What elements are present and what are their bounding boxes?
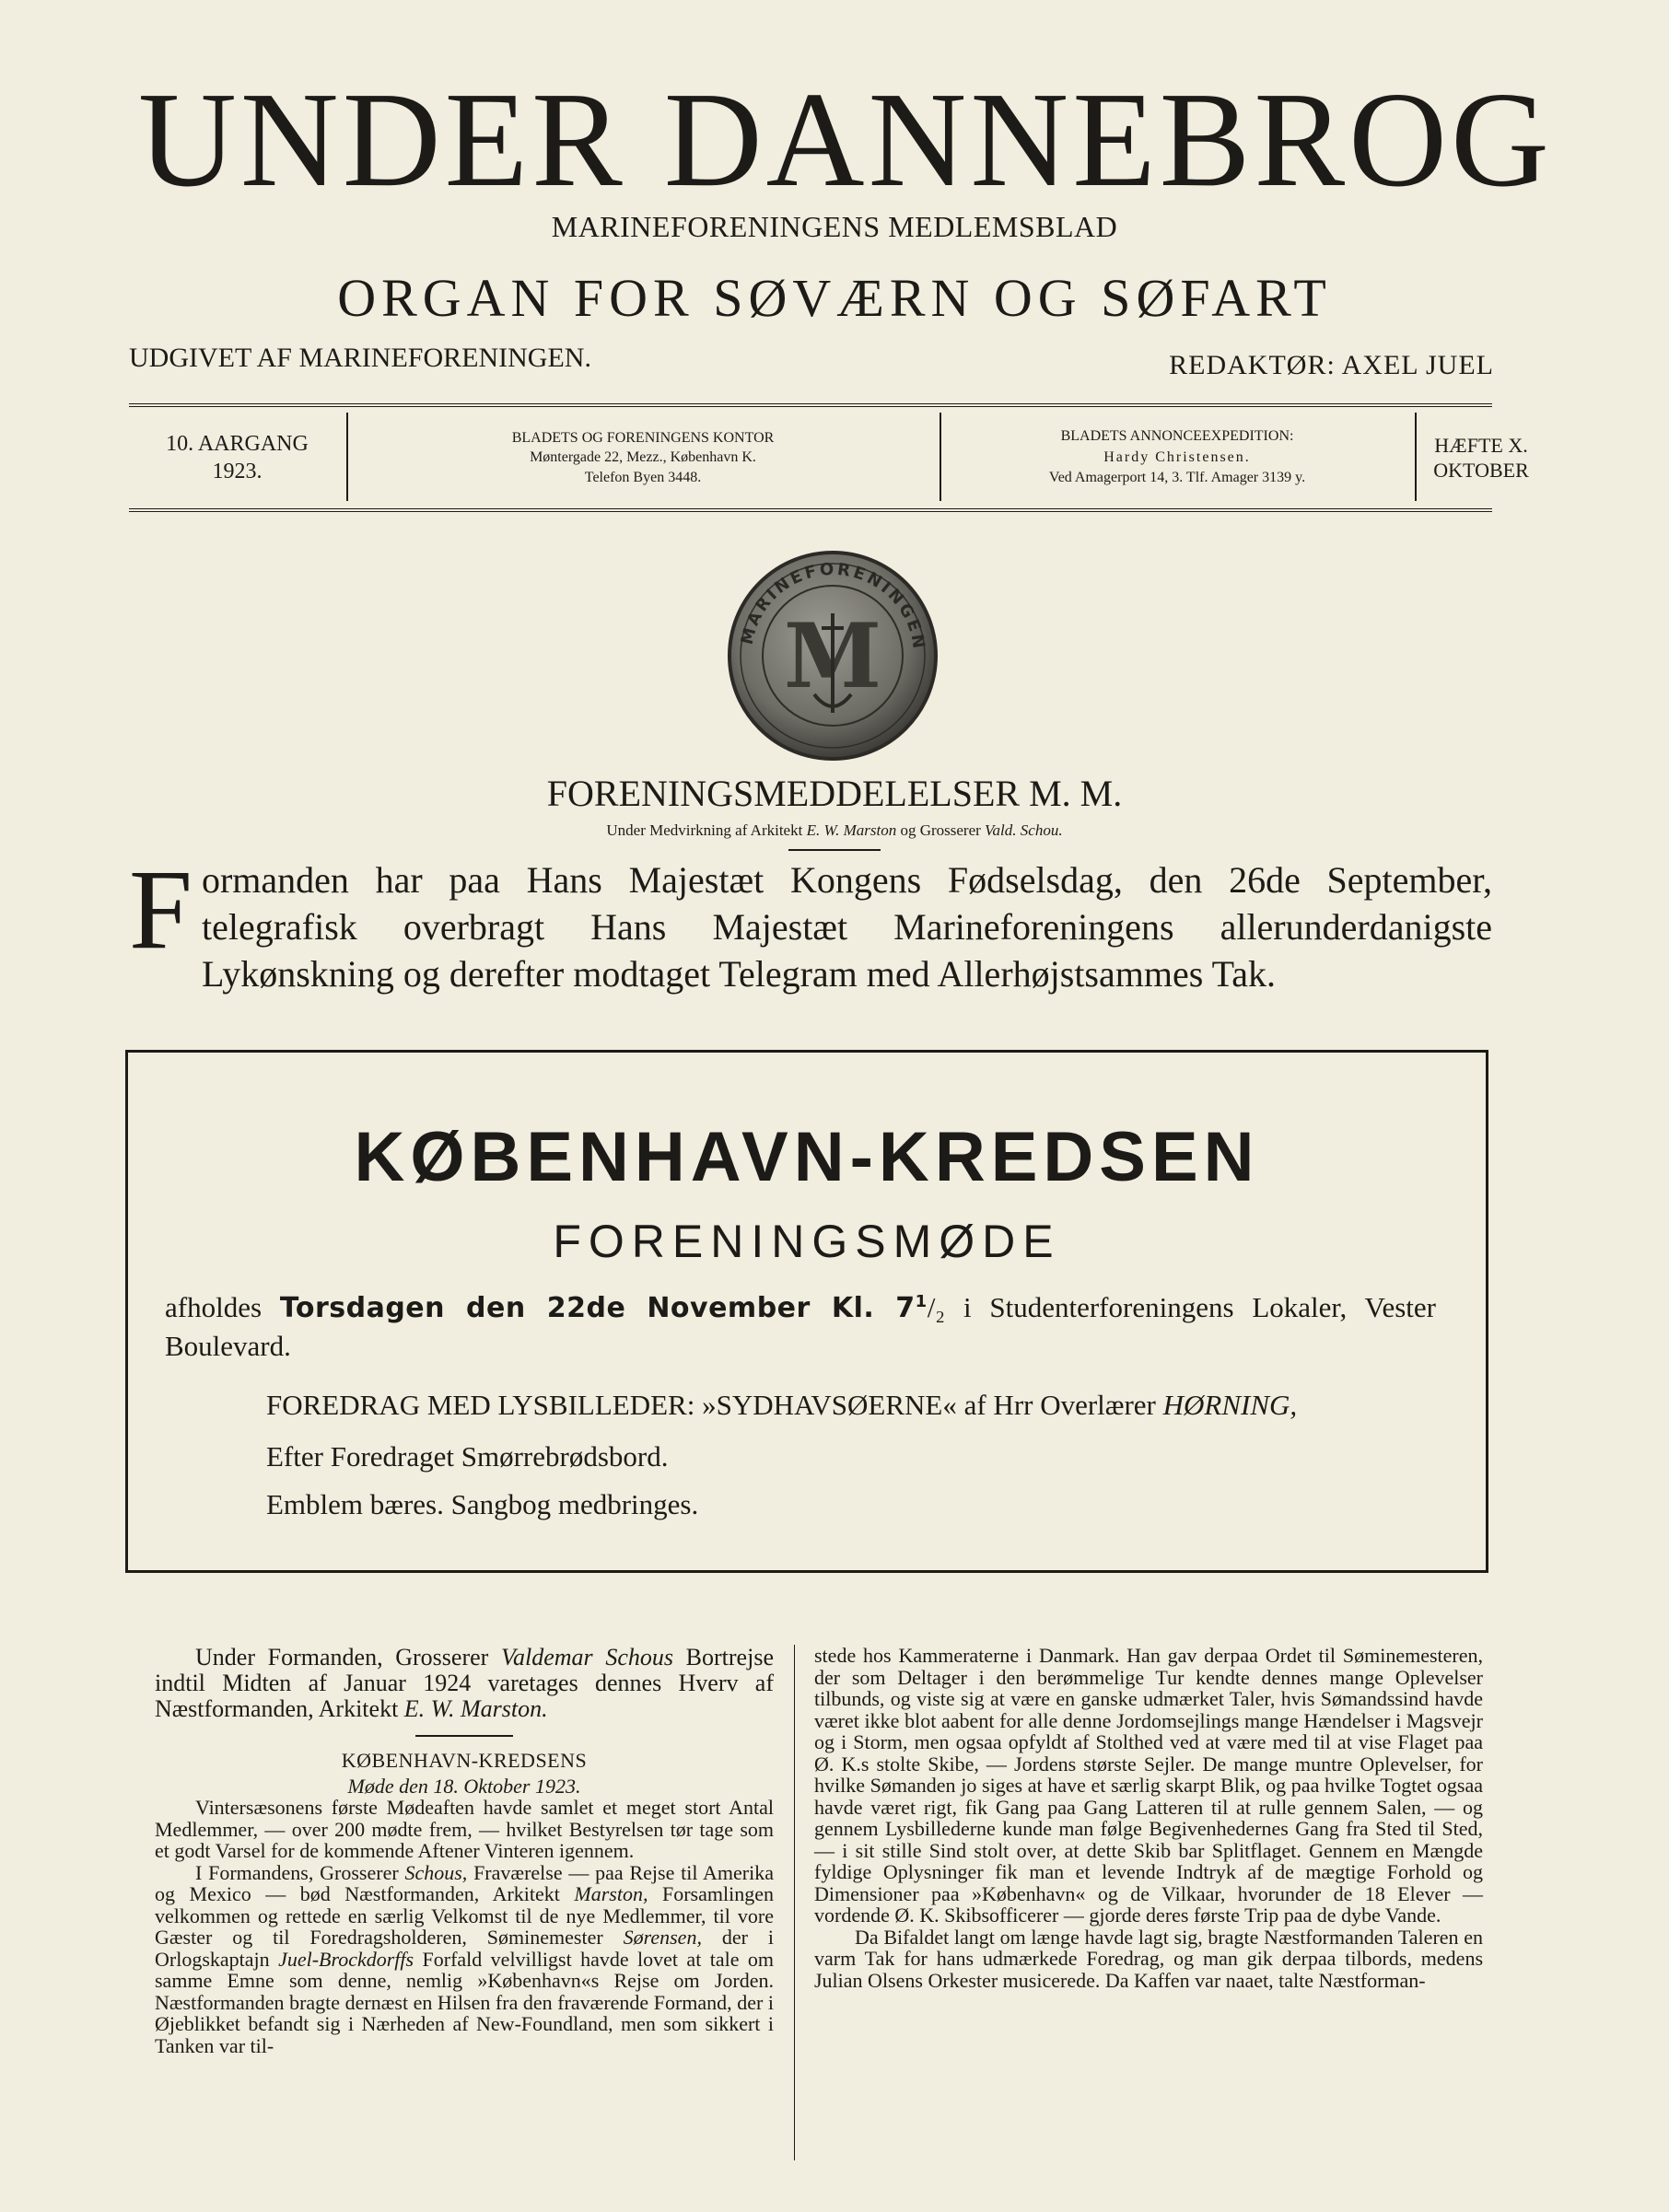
lead-paragraph — [129, 846, 1492, 997]
office-phone: Telefon Byen 3448. — [584, 469, 702, 485]
publisher-line: UDGIVET AF MARINEFORENINGEN. — [129, 343, 591, 373]
ads-address: Ved Amagerport 14, 3. Tlf. Amager 3139 y. — [1048, 470, 1306, 486]
notice-line-1 — [165, 1283, 1436, 1365]
article-paragraph: Da Bifaldet langt om længe havde lagt sig, bragte Næstformanden Taleren en varm Tak for hans udmærkede Foredrag, og man gik derpaa tilbords, medens Julian Olsens Orkester musicerede. Da Kaffen var naaet, talte Næstforman- — [814, 1925, 1483, 1992]
lead-text: ormanden har paa Hans Majestæt Kongens Fødselsdag, den 26de September, telegrafisk overbragt Hans Majestæt Marineforeningens allerunderdanigste Lykønskning og derefter modtaget Telegram med Allerhøjstsammes Tak. — [201, 859, 1492, 995]
notice-title: KØBENHAVN-KREDSEN — [354, 1118, 1260, 1196]
year-text: 1923. — [212, 460, 263, 483]
article-heading: KØBENHAVN-KREDSENS — [341, 1749, 588, 1772]
notice-lecturer: HØRNING, — [1162, 1389, 1298, 1421]
svg-text:M: M — [783, 604, 882, 708]
notice-line-2 — [266, 1386, 1537, 1424]
issue-cell — [1417, 407, 1546, 508]
month-text: OKTOBER — [1433, 459, 1529, 482]
ads-cell — [941, 407, 1413, 508]
subtitle-mid: og Grosserer — [896, 821, 986, 839]
editor-line: REDAKTØR: AXEL JUEL — [1169, 350, 1494, 380]
notice-subtitle: FORENINGSMØDE — [553, 1216, 1061, 1267]
divider — [415, 1735, 513, 1737]
ads-name: Hardy Christensen. — [1103, 448, 1251, 465]
text-run: Fraværelse — paa Rejse til Amerika og Mexico — bød Næstformanden, Arkitekt — [155, 1860, 774, 1905]
subtitle-name2: Vald. Schou. — [985, 821, 1063, 839]
notice-line1-post: i Studenterforeningens Lokaler, Vester Boulevard. — [165, 1291, 1436, 1362]
notice-line1-pre: afholdes — [165, 1291, 280, 1323]
notice-line-3: Efter Foredraget Smørrebrødsbord. — [266, 1440, 669, 1473]
text-run: Schous, — [404, 1860, 468, 1884]
article-paragraph — [155, 1862, 774, 2057]
volume-cell — [129, 407, 345, 508]
masthead-subtitle: MARINEFORENINGENS MEDLEMSBLAD — [551, 210, 1118, 243]
text-run: Valdemar Schous — [501, 1644, 673, 1671]
masthead-title: UNDER DANNEBROG — [138, 64, 1553, 215]
office-title: BLADETS OG FORENINGENS KONTOR — [511, 429, 775, 446]
ads-title: BLADETS ANNONCEEXPEDITION: — [1060, 428, 1294, 445]
left-column — [155, 1645, 774, 2056]
seal-text: MARINEFORENINGEN — [737, 559, 929, 653]
office-cell — [348, 407, 938, 508]
text-run: Juel-Brockdorffs — [278, 1947, 414, 1971]
masthead-organ: ORGAN FOR SØVÆRN OG SØFART — [337, 268, 1332, 328]
announcement-paragraph — [155, 1645, 774, 1722]
text-run: Forsamlingen velkommen og rettede en særlig Velkomst til de nye Medlemmer, til vore Gæster og til Foredragsholderen, Søminemester — [155, 1882, 774, 1949]
marineforeningen-seal-icon — [726, 549, 940, 763]
notice-line-4: Emblem bæres. Sangbog medbringes. — [266, 1488, 699, 1520]
article-paragraph: Vintersæsonens første Mødeaften havde samlet et meget stort Antal Medlemmer, — over 200 mødte frem, — hvilket Bestyrelsen tør tage som et godt Varsel for de kommende Aftener Vinteren igennem. — [155, 1796, 774, 1862]
subtitle-pre: Under Medvirkning af Arkitekt — [606, 821, 807, 839]
divider — [788, 849, 881, 851]
notice-time-sup: 1 — [915, 1292, 928, 1311]
notice-time-frac: /₂ — [927, 1291, 946, 1323]
text-run: Forfald velvilligst havde lovet at tale om samme Emne som denne, nemlig »København«s Rejse om Jorden. Næstformanden bragte dernæst en Hilsen fra den fraværende Formand, der i Øjeblikket befandt sig i Nærheden af New-Foundland, men som sikkert i Tanken var til- — [155, 1947, 774, 2057]
text-run: E. W. Marston. — [403, 1695, 548, 1722]
text-run: Sørensen, — [623, 1926, 702, 1949]
text-run: der i Orlogskaptajn — [155, 1926, 775, 1971]
notice-lecture: FOREDRAG MED LYSBILLEDER: »SYDHAVSØERNE« af Hrr Overlærer — [266, 1389, 1163, 1421]
text-run: I Formandens, Grosserer — [195, 1860, 405, 1884]
text-run: Bortrejse indtil Midten af Januar 1924 varetages dennes Hverv af Næstformanden, Arkitekt — [155, 1644, 774, 1722]
volume-text: 10. AARGANG — [166, 432, 309, 456]
drop-cap: F — [129, 846, 193, 972]
issue-text: HÆFTE X. — [1434, 433, 1528, 457]
article-subheading: Møde den 18. Oktober 1923. — [347, 1774, 581, 1798]
article-paragraph: stede hos Kammeraterne i Danmark. Han gav derpaa Ordet til Søminemesteren, der som Deltager i den berømmelige Tur kendte dennes mange Oplevelser tilbunds, og viste sig at være en ganske udmærket Taler, hvis Sømandssind havde været ikke blot aabent for alle denne Jordomsejlings mange Hændelser i Magsvejr og i Storm, men ogsaa opfyldt af Stolthed ved at være med til at vise Flaget paa Ø. K.s stolte Skibe, — Jordens største Sejler. De mange muntre Oplevelser, for hvilke Sømanden jo siges at have et særlig skarpt Blik, og paa hvilke Togtet ogsaa havde været rigt, fik Gang paa Gang Latteren til at rulle gennem Salen, — og gennem Lysbillederne kunde man følge Begivenhedernes Gang fra Sted til Sted, — i sit stille Sind stolt over, at dette Skib bar Splitflaget. Gennem en Mængde fyldige Oplysninger fik man et levende Indtryk af de mægtige Forhold og Dimensioner paa »København« og de Vilkaar, hvorunder de 18 Elever — vordende Ø. K. Skibsofficerer — gjorde deres første Trip paa de dybe Vande. — [814, 1644, 1483, 1927]
right-column — [814, 1645, 1483, 1991]
notice-date: Torsdagen den 22de November Kl. 7 — [279, 1292, 916, 1324]
info-bar — [129, 403, 1529, 512]
subtitle-name1: E. W. Marston — [806, 821, 897, 839]
meeting-notice-box — [125, 1050, 1488, 1573]
section-title: FORENINGSMEDDELELSER M. M. — [546, 773, 1123, 814]
column-divider — [794, 1645, 795, 2160]
text-run: Marston, — [574, 1882, 648, 1905]
office-address: Møntergade 22, Mezz., København K. — [530, 449, 756, 466]
text-run: Under Formanden, Grosserer — [195, 1644, 501, 1671]
